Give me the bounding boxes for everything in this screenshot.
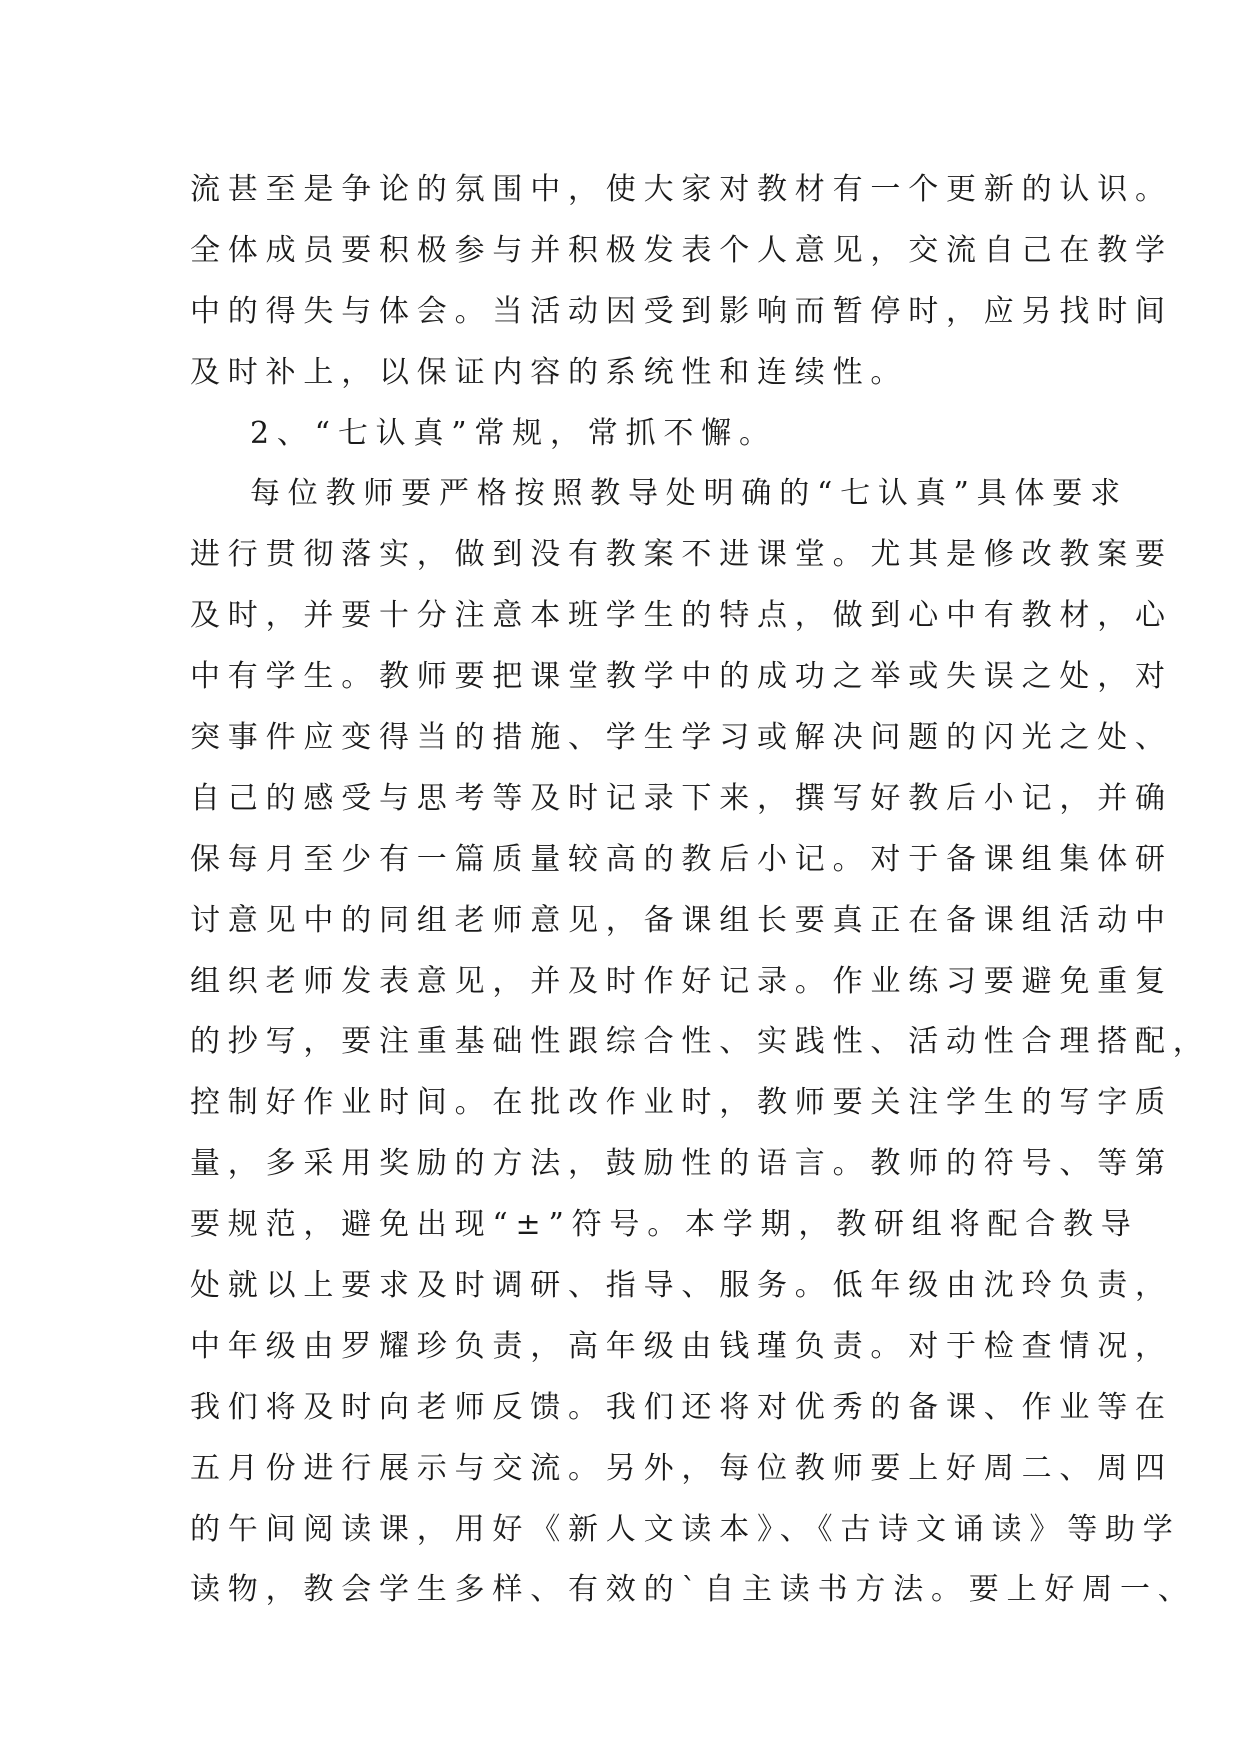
- text-line: 我们将及时向老师反馈。我们还将对优秀的备课、作业等在: [190, 1389, 1173, 1425]
- text-line: 要规范，避免出现“±”符号。本学期，教研组将配合教导: [190, 1207, 1139, 1243]
- text-line: 的抄写，要注重基础性跟综合性、实践性、活动性合理搭配，: [190, 1024, 1211, 1060]
- text-line: 全体成员要积极参与并积极发表个人意见，交流自己在教学: [190, 232, 1173, 268]
- text-line: 及时补上，以保证内容的系统性和连续性。: [190, 354, 909, 390]
- text-line: 五月份进行展示与交流。另外，每位教师要上好周二、周四: [190, 1450, 1173, 1486]
- text-line: 中有学生。教师要把课堂教学中的成功之举或失误之处，对: [190, 659, 1173, 695]
- body-text: [190, 160, 1211, 1621]
- text-line: 每位教师要严格按照教导处明确的“七认真”具体要求: [250, 476, 1128, 512]
- text-line: 保每月至少有一篇质量较高的教后小记。对于备课组集体研: [190, 841, 1173, 877]
- text-line: 量，多采用奖励的方法，鼓励性的语言。教师的符号、等第: [190, 1146, 1173, 1182]
- section-heading: 2、“七认真”常规，常抓不懈。: [250, 415, 777, 451]
- text-line: 讨意见中的同组老师意见，备课组长要真正在备课组活动中: [190, 902, 1173, 938]
- text-line: 处就以上要求及时调研、指导、服务。低年级由沈玲负责，: [190, 1268, 1173, 1304]
- text-line: 控制好作业时间。在批改作业时，教师要关注学生的写字质: [190, 1085, 1173, 1121]
- text-line: 的午间阅读课，用好《新人文读本》、《古诗文诵读》等助学: [190, 1511, 1181, 1547]
- text-line: 读物，教会学生多样、有效的`自主读书方法。要上好周一、: [190, 1572, 1196, 1608]
- text-line: 突事件应变得当的措施、学生学习或解决问题的闪光之处、: [190, 720, 1173, 756]
- text-line: 进行贯彻落实，做到没有教案不进课堂。尤其是修改教案要: [190, 537, 1173, 573]
- text-line: 组织老师发表意见，并及时作好记录。作业练习要避免重复: [190, 963, 1173, 999]
- text-line: 及时，并要十分注意本班学生的特点，做到心中有教材，心: [190, 598, 1173, 634]
- text-line: 中年级由罗耀珍负责，高年级由钱瑾负责。对于检查情况，: [190, 1328, 1173, 1364]
- text-line: 流甚至是争论的氛围中，使大家对教材有一个更新的认识。: [190, 172, 1173, 207]
- text-line: 自己的感受与思考等及时记录下来，撰写好教后小记，并确: [190, 780, 1173, 816]
- text-line: 中的得失与体会。当活动因受到影响而暂停时，应另找时间: [190, 293, 1173, 329]
